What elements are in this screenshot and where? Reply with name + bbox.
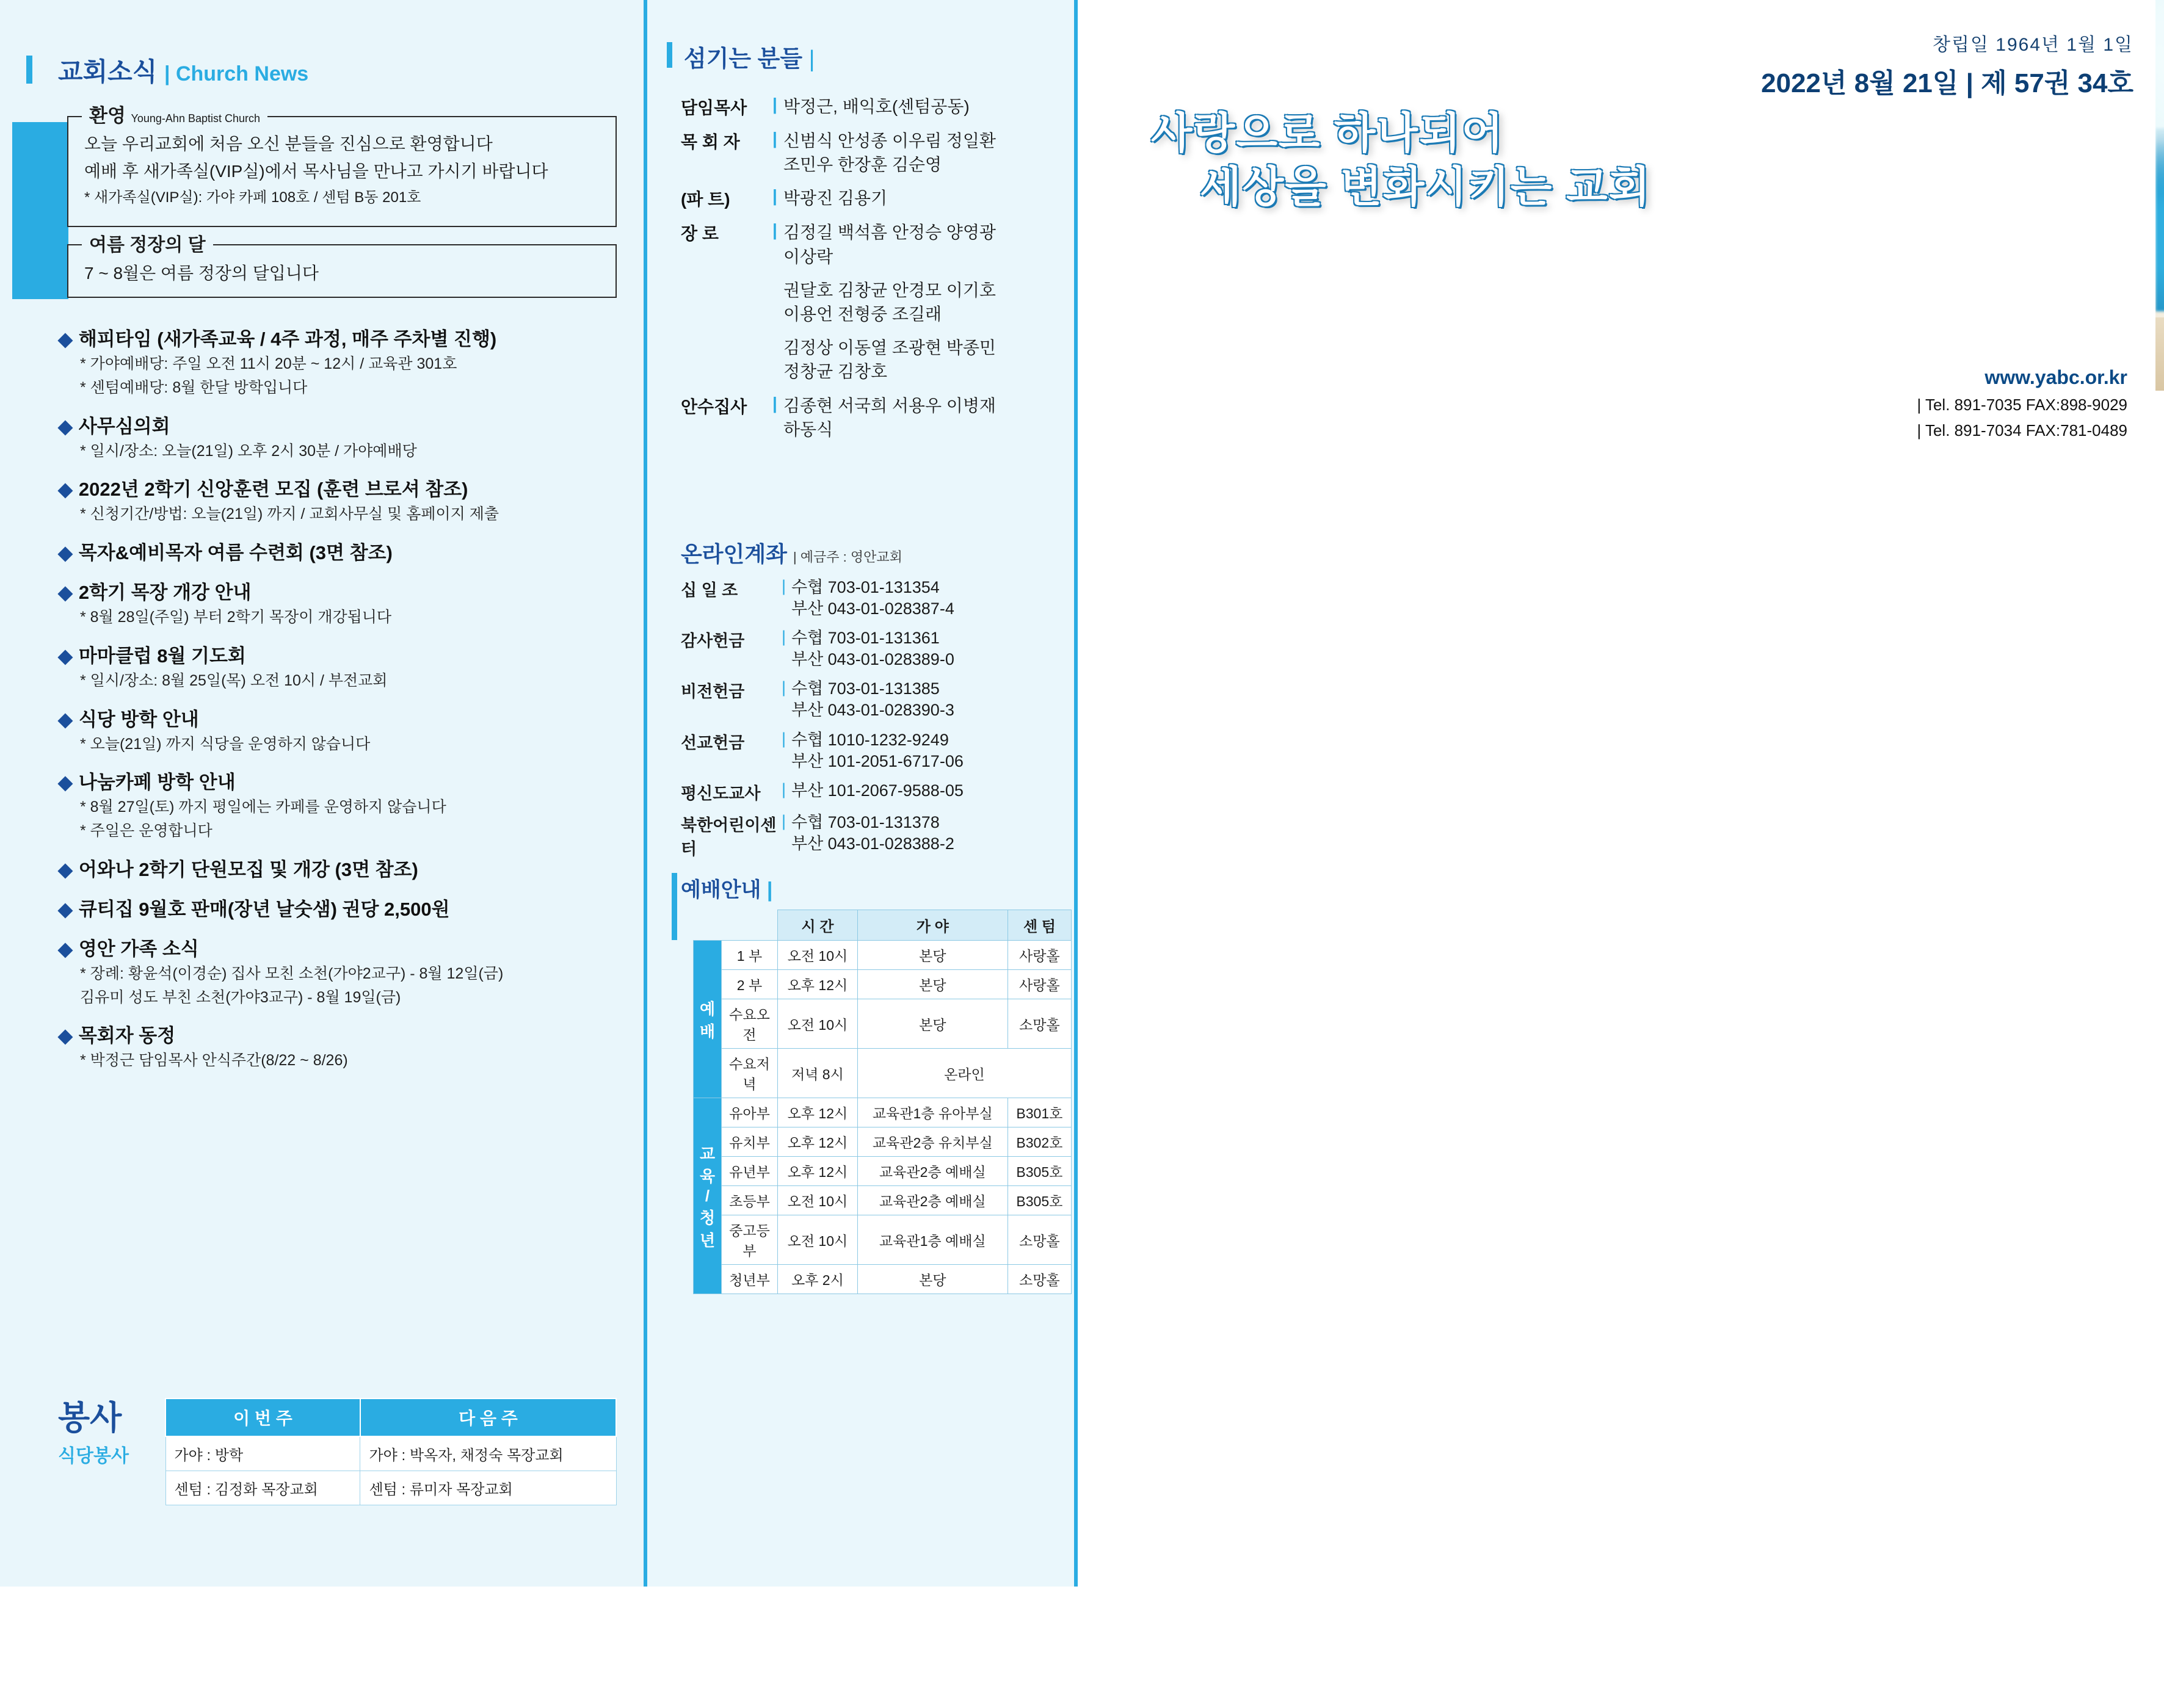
middle-column bbox=[647, 0, 1078, 1587]
account-row bbox=[681, 812, 1078, 859]
news-item-list bbox=[58, 324, 638, 1084]
staff-value: 이상락 bbox=[783, 247, 833, 266]
staff-value: 박광진 김용기 bbox=[783, 189, 888, 208]
worship-time: 오후 12시 bbox=[778, 1157, 858, 1186]
account-name: 비전헌금 bbox=[681, 682, 745, 701]
staff-value: 이용언 전형중 조길래 bbox=[783, 304, 942, 324]
account-number: 수협 703-01-131354 bbox=[791, 578, 940, 596]
account-row bbox=[681, 780, 1078, 804]
news-item-heading: ◆ 사무심의회 bbox=[58, 415, 170, 437]
account-number: 부산 101-2067-9588-05 bbox=[791, 781, 964, 800]
table-row bbox=[694, 970, 1072, 999]
account-number: 수협 703-01-131361 bbox=[791, 629, 940, 648]
summer-box bbox=[67, 235, 617, 298]
worship-place-gaya: 교육관2층 예배실 bbox=[857, 1186, 1008, 1215]
staff-separator: | bbox=[772, 129, 777, 148]
worship-time: 저녁 8시 bbox=[778, 1049, 858, 1098]
staff-label bbox=[681, 336, 772, 383]
news-item-heading: ◆ 목회자 동정 bbox=[58, 1025, 176, 1047]
bongsa-cell: 센텀 : 김정화 목장교회 bbox=[165, 1471, 360, 1505]
worship-place-centum: 소망홀 bbox=[1008, 999, 1071, 1049]
table-row bbox=[694, 999, 1072, 1049]
worship-time: 오전 10시 bbox=[778, 1215, 858, 1265]
offering-note bbox=[2155, 1233, 2164, 1255]
news-item bbox=[58, 767, 638, 842]
worship-place-centum: 사랑홀 bbox=[1008, 941, 1071, 970]
worship-time: 오후 12시 bbox=[778, 1098, 858, 1127]
staff-value: 조민우 한장훈 김순영 bbox=[783, 155, 942, 175]
worship-place-gaya: 본당 bbox=[857, 999, 1008, 1049]
page-title bbox=[58, 52, 308, 89]
account-separator: | bbox=[782, 811, 786, 830]
worship-time: 오전 10시 bbox=[778, 941, 858, 970]
staff-title: 섬기는 분들 | bbox=[684, 46, 815, 72]
table-header-row bbox=[165, 1399, 616, 1436]
founded-date: 창립일 1964년 1월 1일 bbox=[1933, 35, 2133, 55]
welcome-legend-en: Young-Ahn Baptist Church bbox=[131, 112, 261, 125]
table-row bbox=[694, 1127, 1072, 1157]
account-number: 부산 043-01-028388-2 bbox=[791, 834, 954, 853]
online-account-note: | 예금주 : 영안교회 bbox=[793, 549, 902, 565]
diamond-icon: ◆ bbox=[58, 645, 73, 667]
worship-time: 오후 12시 bbox=[778, 1127, 858, 1157]
staff-label: (파 트) bbox=[681, 190, 730, 209]
staff-list bbox=[681, 95, 1072, 451]
news-item-heading: ◆ 영안 가족 소식 bbox=[58, 938, 199, 960]
worship-time: 오후 12시 bbox=[778, 970, 858, 999]
staff-separator: | bbox=[772, 95, 777, 114]
worship-time: 오전 10시 bbox=[778, 999, 858, 1049]
staff-value: 하동식 bbox=[783, 419, 833, 439]
table-header-row bbox=[694, 910, 1072, 941]
staff-value: 권달호 김창균 안경모 이기호 bbox=[783, 280, 996, 300]
staff-value: 정창균 김창호 bbox=[783, 362, 888, 382]
diamond-icon: ◆ bbox=[58, 938, 73, 960]
summer-line: 7 ~ 8월은 여름 정장의 달입니다 bbox=[84, 264, 319, 283]
news-item-heading: ◆ 목자&예비목자 여름 수련회 (3면 참조) bbox=[58, 542, 393, 563]
welcome-line-1: 오늘 우리교회에 처음 오신 분들을 진심으로 환영합니다 bbox=[84, 134, 493, 153]
tel-gaya: | Tel. 891-7035 FAX:898-9029 bbox=[1917, 396, 2127, 414]
news-item bbox=[58, 640, 638, 692]
worship-guide-table bbox=[693, 910, 1072, 1294]
slogan-line-2: 세상을 변화시키는 교회 bbox=[1200, 162, 1652, 211]
staff-header bbox=[684, 40, 815, 73]
news-item-detail: * 8월 27일(토) 까지 평일에는 카페를 운영하지 않습니다 bbox=[80, 798, 446, 816]
worship-col-centum: 센 텀 bbox=[1008, 910, 1071, 941]
staff-value: 김정길 백석흠 안정승 양영광 bbox=[783, 223, 996, 242]
left-column bbox=[0, 0, 647, 1587]
worship-place-gaya: 본당 bbox=[857, 1265, 1008, 1294]
sunday-worship-title bbox=[2155, 457, 2164, 497]
worship-group-label: 교 육 / 청 년 bbox=[694, 1098, 722, 1294]
staff-separator: | bbox=[772, 393, 777, 413]
staff-row bbox=[681, 95, 1072, 119]
worship-name: 유아부 bbox=[722, 1098, 778, 1127]
account-number: 부산 043-01-028390-3 bbox=[791, 701, 954, 720]
account-number: 수협 703-01-131378 bbox=[791, 812, 940, 831]
accent-bar bbox=[26, 56, 32, 84]
account-name: 북한어린이센터 bbox=[681, 816, 777, 858]
bongsa-col-header: 다 음 주 bbox=[360, 1399, 616, 1436]
summer-legend: 여름 정장의 달 bbox=[82, 230, 213, 256]
table-row bbox=[694, 1186, 1072, 1215]
account-number: 수협 703-01-131385 bbox=[791, 679, 940, 698]
worship-place-centum: 소망홀 bbox=[1008, 1265, 1071, 1294]
worship-group-label: 예 배 bbox=[694, 941, 722, 1098]
church-news-title-en: | Church News bbox=[164, 62, 309, 85]
service-duty-table bbox=[165, 1398, 617, 1505]
slogan bbox=[1151, 107, 1651, 214]
account-name: 감사헌금 bbox=[681, 632, 745, 651]
account-separator: | bbox=[782, 780, 786, 798]
left-blue-tab bbox=[12, 122, 68, 299]
bongsa-cell: 가야 : 방학 bbox=[165, 1436, 360, 1471]
news-item-heading: ◆ 마마클럽 8월 기도회 bbox=[58, 645, 246, 667]
account-separator: | bbox=[782, 729, 786, 748]
news-item bbox=[58, 894, 638, 921]
header-banner-image bbox=[2155, 0, 2164, 391]
news-item-heading: ◆ 큐티집 9월호 판매(장년 날숫샘) 권당 2,500원 bbox=[58, 898, 450, 920]
issue-number: 2022년 8월 21일 | 제 57권 34호 bbox=[1761, 68, 2133, 98]
account-separator: | bbox=[782, 577, 786, 595]
accent-bar bbox=[667, 42, 672, 68]
worship-name: 2 부 bbox=[722, 970, 778, 999]
tel-centum: | Tel. 891-7034 FAX:781-0489 bbox=[1917, 421, 2127, 440]
news-item-detail: * 박정근 담임목사 안식주간(8/22 ~ 8/26) bbox=[80, 1052, 348, 1069]
worship-place-gaya: 교육관1층 예배실 bbox=[857, 1215, 1008, 1265]
worship-time: 오후 2시 bbox=[778, 1265, 858, 1294]
account-row bbox=[681, 729, 1078, 772]
worship-name: 유치부 bbox=[722, 1127, 778, 1157]
news-item bbox=[58, 537, 638, 565]
worship-place: 온라인 bbox=[857, 1049, 1071, 1098]
staff-row bbox=[681, 220, 1072, 268]
service-section-subtitle: 식당봉사 bbox=[58, 1446, 129, 1466]
worship-place-gaya: 교육관2층 예배실 bbox=[857, 1157, 1008, 1186]
staff-separator: | bbox=[772, 220, 777, 240]
account-row bbox=[681, 577, 1078, 620]
worship-place-gaya: 본당 bbox=[857, 970, 1008, 999]
news-item bbox=[58, 933, 638, 1008]
news-item-detail: * 오늘(21일) 까지 식당을 운영하지 않습니다 bbox=[80, 735, 371, 753]
worship-name: 1 부 bbox=[722, 941, 778, 970]
table-row bbox=[694, 1265, 1072, 1294]
worship-place-centum: B305호 bbox=[1008, 1186, 1071, 1215]
church-news-header bbox=[58, 52, 308, 89]
table-row bbox=[694, 1157, 1072, 1186]
staff-row bbox=[681, 394, 1072, 441]
diamond-icon: ◆ bbox=[58, 708, 73, 730]
worship-name: 유년부 bbox=[722, 1157, 778, 1186]
news-item-detail: * 신청기간/방법: 오늘(21일) 까지 / 교회사무실 및 홈페이지 제출 bbox=[80, 505, 499, 523]
worship-name: 수요저녁 bbox=[722, 1049, 778, 1098]
accent-bar-worship bbox=[672, 873, 677, 940]
worship-name: 수요오전 bbox=[722, 999, 778, 1049]
worship-place-centum: 소망홀 bbox=[1008, 1215, 1071, 1265]
worship-name: 청년부 bbox=[722, 1265, 778, 1294]
staff-row bbox=[681, 278, 1072, 326]
staff-label: 안수집사 bbox=[681, 397, 747, 416]
staff-label: 담임목사 bbox=[681, 98, 747, 117]
news-item-heading: ◆ 해피타임 (새가족교육 / 4주 과정, 매주 주차별 진행) bbox=[58, 328, 497, 350]
worship-place-gaya: 교육관2층 유치부실 bbox=[857, 1127, 1008, 1157]
service-section-title: 봉사 bbox=[58, 1400, 122, 1436]
table-row bbox=[165, 1471, 616, 1505]
news-item-detail: 김유미 성도 부친 소천(가야3교구) - 8월 19일(금) bbox=[80, 988, 401, 1006]
account-row bbox=[681, 678, 1078, 721]
banner-sand bbox=[2155, 317, 2164, 391]
worship-place-centum: B301호 bbox=[1008, 1098, 1071, 1127]
staff-value: 김정상 이동열 조광현 박종민 bbox=[783, 338, 996, 358]
staff-separator bbox=[772, 336, 783, 383]
news-item bbox=[58, 474, 638, 525]
diamond-icon: ◆ bbox=[58, 542, 73, 563]
account-name: 십 일 조 bbox=[681, 581, 738, 599]
account-separator: | bbox=[782, 628, 786, 646]
staff-row bbox=[681, 186, 1072, 211]
table-row bbox=[165, 1436, 616, 1471]
worship-guide-title: 예배안내 | bbox=[681, 878, 773, 902]
bongsa-cell: 센텀 : 류미자 목장교회 bbox=[360, 1471, 616, 1505]
welcome-line-2: 예배 후 새가족실(VIP실)에서 목사님을 만나고 가시기 바랍니다 bbox=[84, 161, 548, 181]
staff-label: 장 로 bbox=[681, 224, 719, 244]
worship-time: 오전 10시 bbox=[778, 1186, 858, 1215]
news-item bbox=[58, 854, 638, 881]
welcome-box bbox=[67, 105, 617, 227]
welcome-note: * 새가족실(VIP실): 가야 카페 108호 / 센텀 B동 201호 bbox=[84, 189, 421, 206]
account-number: 부산 043-01-028389-0 bbox=[791, 650, 954, 669]
news-item-heading: ◆ 나눔카페 방학 안내 bbox=[58, 772, 236, 794]
diamond-icon: ◆ bbox=[58, 415, 73, 437]
table-row bbox=[694, 1098, 1072, 1127]
news-item-heading: ◆ 어와나 2학기 단원모집 및 개강 (3면 참조) bbox=[58, 858, 418, 880]
news-item-detail: * 일시/장소: 오늘(21일) 오후 2시 30분 / 가야예배당 bbox=[80, 442, 417, 460]
account-separator: | bbox=[782, 678, 786, 697]
staff-label: 목 회 자 bbox=[681, 132, 740, 151]
worship-place-gaya: 교육관1층 유아부실 bbox=[857, 1098, 1008, 1127]
website-link[interactable]: www.yabc.or.kr bbox=[1984, 366, 2127, 388]
church-news-title-ko: 교회소식 bbox=[58, 57, 158, 86]
news-item-heading: ◆ 식당 방학 안내 bbox=[58, 708, 199, 730]
worship-place-centum: 사랑홀 bbox=[1008, 970, 1071, 999]
worship-place-gaya: 본당 bbox=[857, 941, 1008, 970]
worship-place-centum: B302호 bbox=[1008, 1127, 1071, 1157]
table-row bbox=[694, 1215, 1072, 1265]
diamond-icon: ◆ bbox=[58, 1025, 73, 1047]
table-row bbox=[694, 1049, 1072, 1098]
staff-value: 박정근, 배익호(센텀공동) bbox=[783, 97, 970, 116]
welcome-legend: 환영 Young-Ahn Baptist Church bbox=[82, 100, 267, 128]
right-column bbox=[1078, 0, 2164, 1587]
staff-separator: | bbox=[772, 186, 777, 206]
online-account-title: 온라인계좌 | 예금주 : 영안교회 bbox=[681, 541, 902, 566]
news-item bbox=[58, 324, 638, 399]
diamond-icon: ◆ bbox=[58, 479, 73, 501]
worship-col-gaya: 가 야 bbox=[857, 910, 1008, 941]
news-item-detail: * 주일은 운영합니다 bbox=[80, 822, 212, 839]
staff-value: 신범식 안성종 이우림 정일환 bbox=[783, 131, 996, 150]
worship-col-time: 시 간 bbox=[778, 910, 858, 941]
diamond-icon: ◆ bbox=[58, 858, 73, 880]
news-item-detail: * 가야예배당: 주일 오전 11시 20분 ~ 12시 / 교육관 301호 bbox=[80, 355, 457, 372]
news-item bbox=[58, 704, 638, 755]
staff-separator bbox=[772, 278, 783, 326]
worship-place-centum: B305호 bbox=[1008, 1157, 1071, 1186]
account-number: 부산 101-2051-6717-06 bbox=[791, 751, 964, 770]
news-item-detail: * 장례: 황윤석(이경순) 집사 모친 소천(가야2교구) - 8월 12일(금) bbox=[80, 964, 504, 982]
account-number: 부산 043-01-028387-4 bbox=[791, 599, 954, 618]
diamond-icon: ◆ bbox=[58, 582, 73, 603]
account-list bbox=[681, 577, 1078, 867]
news-item bbox=[58, 577, 638, 628]
staff-value: 김종현 서국희 서용우 이병재 bbox=[783, 396, 996, 415]
account-name: 평신도교사 bbox=[681, 784, 761, 803]
worship-name: 중고등부 bbox=[722, 1215, 778, 1265]
diamond-icon: ◆ bbox=[58, 328, 73, 350]
banner-wave bbox=[2155, 128, 2164, 311]
news-item bbox=[58, 1020, 638, 1071]
news-item-detail: * 일시/장소: 8월 25일(목) 오전 10시 / 부전교회 bbox=[80, 671, 388, 689]
slogan-line-1: 사랑으로 하나되어 bbox=[1151, 109, 1505, 157]
news-item-heading: ◆ 2022년 2학기 신앙훈련 모집 (훈련 브로셔 참조) bbox=[58, 479, 468, 501]
news-item-detail: * 8월 28일(주일) 부터 2학기 목장이 개강됩니다 bbox=[80, 609, 392, 626]
account-number: 수협 1010-1232-9249 bbox=[791, 730, 949, 749]
table-row bbox=[694, 941, 1072, 970]
staff-row bbox=[681, 336, 1072, 383]
diamond-icon: ◆ bbox=[58, 898, 73, 920]
bongsa-cell: 가야 : 박옥자, 채정숙 목장교회 bbox=[360, 1436, 616, 1471]
news-item-heading: ◆ 2학기 목장 개강 안내 bbox=[58, 582, 252, 603]
staff-label bbox=[681, 278, 772, 326]
account-name: 선교헌금 bbox=[681, 733, 745, 752]
news-item bbox=[58, 411, 638, 462]
worship-name: 초등부 bbox=[722, 1186, 778, 1215]
bongsa-col-header: 이 번 주 bbox=[165, 1399, 360, 1436]
staff-row bbox=[681, 129, 1072, 176]
account-row bbox=[681, 628, 1078, 670]
diamond-icon: ◆ bbox=[58, 772, 73, 794]
news-item-detail: * 센텀예배당: 8월 한달 방학입니다 bbox=[80, 378, 308, 396]
